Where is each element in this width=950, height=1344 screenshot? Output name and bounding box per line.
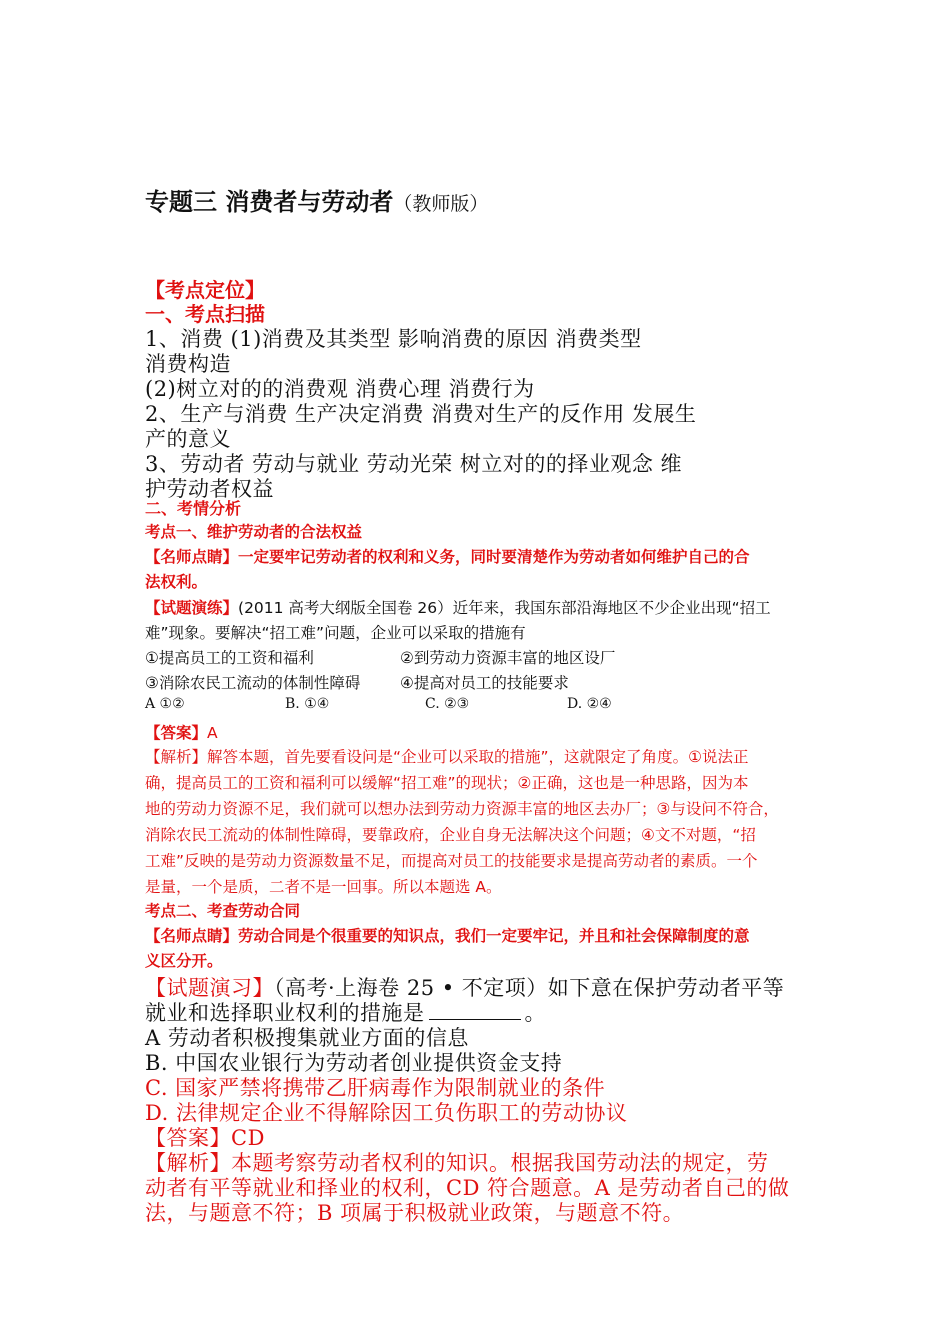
exercise-text: (2011 高考大纲版全国卷 26）近年来，我国东部沿海地区不少企业出现“招工 — [238, 599, 771, 617]
exercise2-analysis-line: 法，与题意不符；B 项属于积极就业政策，与题意不符。 — [145, 1201, 685, 1225]
exercise2-analysis-line: 【解析】本题考察劳动者权利的知识。根据我国劳动法的规定，劳 — [145, 1151, 769, 1175]
point1-tip-line: 【名师点睛】一定要牢记劳动者的权利和义务，同时要清楚作为劳动者如何维护自己的合 — [145, 548, 750, 566]
exercise2-option-d: D. 法律规定企业不得解除因工负伤职工的劳动协议 — [145, 1101, 628, 1125]
scan-line: 消费构造 — [145, 352, 231, 376]
point2-tip-line: 义区分开。 — [145, 952, 223, 970]
answer-value: A — [207, 724, 218, 742]
answer-blank — [429, 1001, 521, 1020]
point1-exercise-line — [145, 596, 771, 618]
statement-row — [145, 671, 569, 693]
point1-exercise-line: 难”现象。要解决“招工难”问题，企业可以采取的措施有 — [145, 624, 526, 642]
scan-line: 护劳动者权益 — [145, 477, 274, 501]
page-title — [145, 182, 488, 217]
scan-line: 1、消费 (1)消费及其类型 影响消费的原因 消费类型 — [145, 327, 642, 351]
choice-b: B. ①④ — [285, 696, 330, 712]
scan-line: 3、劳动者 劳动与就业 劳动光荣 树立对的的择业观念 维 — [145, 452, 683, 476]
section-heading-scan: 一、考点扫描 — [145, 302, 265, 326]
statement-1: ①提高员工的工资和福利 — [145, 649, 314, 667]
choice-a: A ①② — [145, 696, 185, 712]
choice-d: D. ②④ — [567, 696, 612, 712]
point1-analysis-line: 确，提高员工的工资和福利可以缓解“招工难”的现状；②正确，这也是一种思路，因为本 — [145, 774, 749, 792]
answer-tag: 【答案】 — [145, 724, 208, 742]
point1-analysis-line: 消除农民工流动的体制性障碍，要靠政府，企业自身无法解决这个问题；④文不对题，“招 — [145, 826, 756, 844]
scan-line: (2)树立对的的消费观 消费心理 消费行为 — [145, 377, 535, 401]
exercise2-text: 就业和选择职业权利的措施是 — [145, 1001, 425, 1025]
statement-2: ②到劳动力资源丰富的地区设厂 — [400, 649, 616, 667]
statement-4: ④提高对员工的技能要求 — [400, 674, 569, 692]
exercise2-analysis-line: 动者有平等就业和择业的权利，CD 符合题意。A 是劳动者自己的做 — [145, 1176, 790, 1200]
choice-row — [145, 696, 612, 712]
exercise2-period: 。 — [524, 1001, 546, 1025]
exercise2-option-a: A 劳动者积极搜集就业方面的信息 — [145, 1026, 469, 1050]
scan-line: 2、生产与消费 生产决定消费 消费对生产的反作用 发展生 — [145, 402, 697, 426]
point1-analysis-line: 【解析】解答本题，首先要看设问是“企业可以采取的措施”，这就限定了角度。①说法正 — [145, 748, 749, 766]
point1-analysis-line: 是量，一个是质，二者不是一回事。所以本题选 A。 — [145, 878, 502, 896]
exercise2-option-b: B. 中国农业银行为劳动者创业提供资金支持 — [145, 1051, 563, 1075]
section-heading-positioning: 【考点定位】 — [145, 278, 265, 302]
point2-tip-line: 【名师点睛】劳动合同是个很重要的知识点，我们一定要牢记，并且和社会保障制度的意 — [145, 927, 750, 945]
exercise2-option-c: C. 国家严禁将携带乙肝病毒作为限制就业的条件 — [145, 1076, 606, 1100]
point1-tip-line: 法权利。 — [145, 573, 208, 591]
exercise2-tag: 【试题演习】 — [145, 976, 274, 1000]
point2-title: 考点二、考查劳动合同 — [145, 902, 301, 920]
title-suffix: （教师版） — [393, 193, 489, 215]
exercise2-answer: 【答案】CD — [145, 1126, 265, 1150]
choice-c: C. ②③ — [425, 696, 470, 712]
section-heading-analysis: 二、考情分析 — [145, 499, 242, 518]
statement-row — [145, 646, 615, 668]
point1-analysis-line: 地的劳动力资源不足，我们就可以想办法到劳动力资源丰富的地区去办厂；③与设问不符合， — [145, 800, 779, 818]
statement-3: ③消除农民工流动的体制性障碍 — [145, 674, 361, 692]
exercise-tag: 【试题演练】 — [145, 599, 239, 617]
scan-line: 产的意义 — [145, 427, 231, 451]
exercise2-text: （高考·上海卷 25 • 不定项）如下意在保护劳动者平等 — [274, 976, 785, 1000]
point1-answer — [145, 721, 218, 743]
point1-title: 考点一、维护劳动者的合法权益 — [145, 523, 363, 541]
title-main: 专题三 消费者与劳动者 — [145, 188, 394, 216]
point1-analysis-line: 工难”反映的是劳动力资源数量不足，而提高对员工的技能要求是提高劳动者的素质。一个 — [145, 852, 758, 870]
